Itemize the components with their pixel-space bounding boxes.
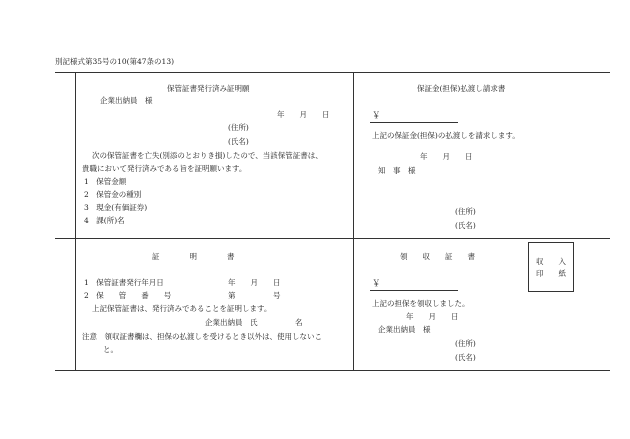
receipt-addressee: 企業出納員 様 [378, 325, 431, 334]
proof-request-body-line1: 次の保管証書を亡失(別添のとおりき損)したので、当該保管証書は、 [92, 151, 323, 160]
proof-request-item-1: 1 保管金額 [84, 177, 127, 186]
proof-request-name-label: (氏名) [228, 137, 249, 146]
receipt-title: 領 収 証 書 [400, 252, 475, 261]
receipt-text: 上記の担保を領収しました。 [372, 299, 470, 308]
revenue-stamp-box [528, 242, 574, 292]
refund-amount-underline [370, 122, 458, 123]
revenue-stamp-label-line1: 収 入 [536, 257, 566, 266]
certificate-item2-label: 2 保 管 番 号 [84, 291, 172, 300]
table-bottom-border [55, 370, 610, 371]
proof-request-address-label: (住所) [228, 123, 249, 132]
certificate-item1-date: 年 月 日 [228, 278, 281, 287]
proof-request-date: 年 月 日 [277, 110, 330, 119]
revenue-stamp-label-line2: 印 紙 [536, 269, 566, 278]
receipt-date: 年 月 日 [406, 312, 459, 321]
refund-request-text: 上記の保証金(担保)の払渡しを請求します。 [372, 131, 520, 140]
center-divider [353, 72, 354, 370]
certificate-note-line1: 注意 領収証書欄は、担保の払渡しを受けるとき以外は、使用しないこ [82, 332, 322, 341]
refund-request-address-label: (住所) [455, 207, 476, 216]
proof-request-item-4: 4 課(所)名 [84, 216, 125, 225]
receipt-amount-underline [370, 290, 458, 291]
proof-request-addressee: 企業出納員 様 [100, 96, 153, 105]
refund-request-name-label: (氏名) [455, 221, 476, 230]
certificate-note-line2: と。 [103, 345, 118, 354]
refund-request-date: 年 月 日 [420, 152, 473, 161]
certificate-officer: 企業出納員 氏 名 [205, 318, 303, 327]
proof-request-body-line2: 貴職において発行済みである旨を証明願います。 [82, 164, 247, 173]
certificate-title: 証 明 書 [152, 252, 235, 261]
refund-request-yen-sign: ￥ [372, 111, 381, 121]
table-top-border [55, 72, 610, 73]
proof-request-title: 保管証書発行済み証明願 [167, 84, 250, 93]
receipt-yen-sign: ￥ [372, 279, 381, 289]
refund-request-title: 保証金(担保)払渡し請求書 [417, 84, 506, 93]
left-margin-line [75, 72, 76, 370]
certificate-text: 上記保管証書は、発行済みであることを証明します。 [92, 304, 272, 313]
proof-request-item-2: 2 保管金の種別 [84, 190, 142, 199]
certificate-item1-label: 1 保管証書発行年月日 [84, 278, 164, 287]
refund-request-addressee: 知 事 様 [378, 166, 416, 175]
table-middle-border [55, 238, 610, 239]
receipt-name-label: (氏名) [455, 353, 476, 362]
proof-request-item-3: 3 現金(有価証券) [84, 203, 148, 212]
form-label: 別記様式第35号の10(第47条の13) [55, 57, 175, 66]
receipt-address-label: (住所) [455, 339, 476, 348]
certificate-item2-number: 第 号 [228, 291, 281, 300]
